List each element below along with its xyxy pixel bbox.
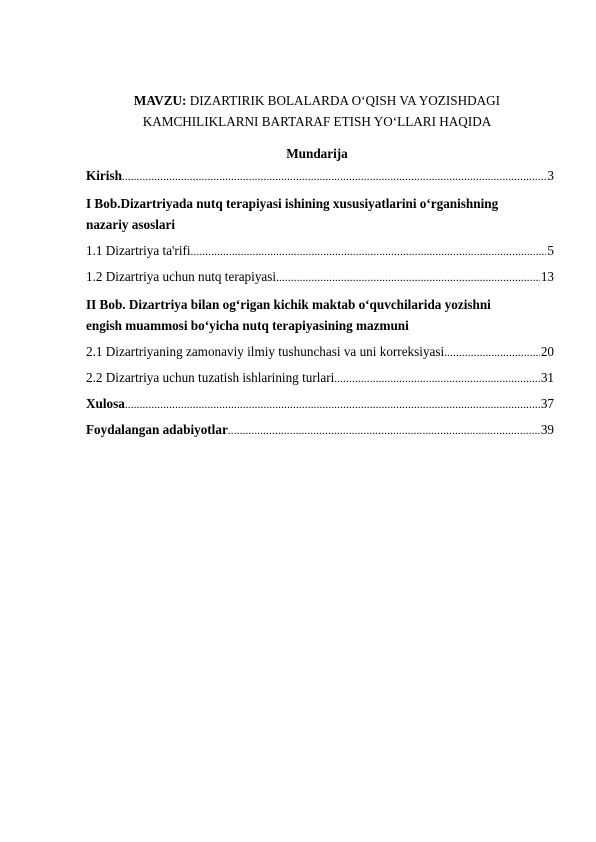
table-of-contents xyxy=(86,167,554,447)
title-line-1 xyxy=(80,90,554,111)
toc-chapter-2[interactable] xyxy=(86,294,554,336)
toc-chapter-1-line-2: nazariy asoslari xyxy=(86,217,176,232)
title-prefix: MAVZU: xyxy=(133,93,187,108)
toc-page-number: 37 xyxy=(540,396,554,411)
toc-chapter-2-line-1: II Bob. Dizartriya bilan og‘rigan kichik maktab o‘quvchilarida yozishni xyxy=(86,297,491,312)
toc-page-number: 39 xyxy=(540,422,554,437)
toc-entry-label: Kirish xyxy=(86,168,122,183)
toc-leader-dots xyxy=(444,344,540,362)
toc-entry-conclusion[interactable] xyxy=(86,395,554,413)
toc-page-number: 5 xyxy=(547,243,554,258)
toc-entry-label: 2.1 Dizartriyaning zamonaviy ilmiy tushunchasi va uni korreksiyasi xyxy=(86,344,445,359)
toc-chapter-2-line-2: engish muammosi bo‘yicha nutq terapiyasining mazmuni xyxy=(86,318,409,333)
contents-heading: Mundarija xyxy=(286,146,348,161)
toc-entry-label: Xulosa xyxy=(86,396,125,411)
toc-entry-label: 2.2 Dizartriya uchun tuzatish ishlarining turlari xyxy=(86,370,335,385)
toc-entry-label: 1.2 Dizartriya uchun nutq terapiyasi xyxy=(86,269,277,284)
toc-entry-label: Foydalangan adabiyotlar xyxy=(86,422,228,437)
toc-leader-dots xyxy=(125,396,540,414)
toc-entry-2-1[interactable] xyxy=(86,343,554,361)
toc-entry-intro[interactable] xyxy=(86,167,554,185)
toc-page-number: 3 xyxy=(547,168,554,183)
toc-leader-dots xyxy=(122,168,547,186)
title-line-1-text: DIZARTIRIK BOLALARDA O‘QISH VA YOZISHDAGI xyxy=(189,93,501,108)
toc-page-number: 31 xyxy=(540,370,554,385)
toc-page-number: 20 xyxy=(540,344,554,359)
toc-entry-references[interactable] xyxy=(86,421,554,439)
toc-leader-dots xyxy=(191,243,547,261)
toc-entry-label: 1.1 Dizartriya ta'rifi xyxy=(86,243,191,258)
title-line-2: KAMCHILIKLARNI BARTARAF ETISH YO‘LLARI HAQIDA xyxy=(142,114,492,129)
toc-entry-1-2[interactable] xyxy=(86,268,554,286)
document-title xyxy=(80,90,554,132)
toc-leader-dots xyxy=(276,269,540,287)
toc-entry-2-2[interactable] xyxy=(86,369,554,387)
toc-entry-1-1[interactable] xyxy=(86,242,554,260)
toc-chapter-1[interactable] xyxy=(86,193,554,235)
toc-leader-dots xyxy=(228,422,540,440)
toc-chapter-1-line-1: I Bob.Dizartriyada nutq terapiyasi ishining xususiyatlarini o‘rganishning xyxy=(86,196,499,211)
toc-leader-dots xyxy=(334,370,540,388)
toc-page-number: 13 xyxy=(540,269,554,284)
